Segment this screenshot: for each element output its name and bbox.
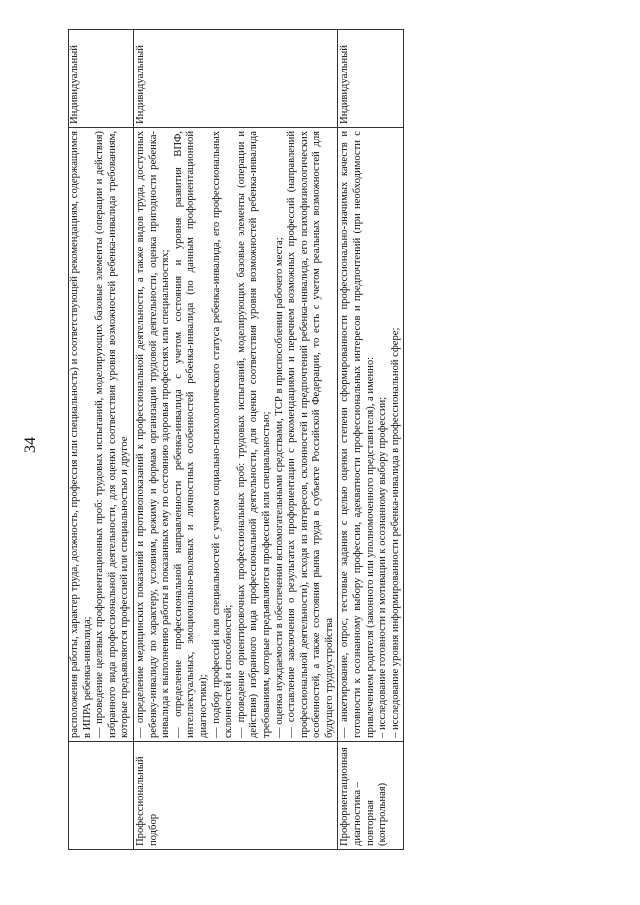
table-body [69, 30, 404, 850]
content-item: — проведение целевых профориентационных проб: трудовых испытаний, моделирующих базовые элементы (операции и действия) избранного вида профессиональной деятельности, для оценки соответствия уровня возможностей ребенка-инвалида требованиям, которые предъявляются профессией или специальностью и другое [94, 131, 131, 738]
content-item: — составление заключения о результатах профориентации с рекомендациями и перечнем возможных профессий (направлений профессиональной деятельности), исходя из интересов, склонностей и предпочтений ребенка-инвалида, его психофизиологических особенностей, а также состояния рынка труда в субъекте Российской Федерации, то есть с учетом реальных возможностей для будущего трудоустройства [286, 131, 335, 738]
content-item: расположения работы, характер труда, должность, профессия или специальность) и соответствующей рекомендациям, содержащимся в ИПРА ребенка-инвалида; [69, 131, 93, 738]
content-item: — подбор профессий или специальностей с учетом социально-психологического статуса ребенка-инвалида, его профессиональных склонностей и способностей; [210, 131, 235, 738]
stage-cell [69, 742, 134, 850]
table-row [69, 30, 134, 850]
stage-cell: Профориентационная диагностика – повторная (контрольная) [338, 742, 404, 850]
form-cell: Индивидуальный [69, 30, 134, 128]
content-item: – исследование готовности и мотивации к осознанному выбору профессии; [377, 396, 389, 738]
content-item: — проведение ориентировочных профессиональных проб: трудовых испытаний, моделирующих базовые элементы (операции и действия) избранного вида профессиональной деятельности, для оценки соответствия уровня возможностей ребенка-инвалида требованиям, которые предъявляются профессией или специальностью; [235, 131, 272, 738]
content-cell [69, 128, 134, 742]
stage-cell: Профессиональный подбор [133, 742, 338, 850]
table-row [133, 30, 338, 850]
content-cell [133, 128, 338, 742]
methods-table [68, 29, 404, 850]
table-row [338, 30, 404, 850]
content-item: – исследование уровня информированности ребенка-инвалида в профессиональной сфере; [389, 327, 401, 738]
content-item: — анкетирование, опрос, тестовые задания с целью оценки степени сформированности профессионально-значимых качеств и готовности к осознанному выбору профессии, адекватности профессиональных интересов и предпочтений (при необходимости с привлечением родителя (законного или уполномоченного представителя), а именно: [339, 131, 376, 738]
content-item: — определение медицинских показаний и противопоказаний к профессиональной деятельности, а также видов труда, доступных ребенку-инвалиду по характеру, условиям, режиму и формам организации трудовой деятельности, оценка пригодности ребенка-инвалида к выполнению работы в показанных ему по состоянию здоровья профессиях или специальностях; [134, 131, 172, 738]
form-cell: Индивидуальный [133, 30, 338, 128]
content-cell [338, 128, 404, 742]
content-item: — оценка нуждаемости в обеспечении вспомогательными средствами, ТСР в приспособлении рабочего места; [273, 237, 285, 738]
form-cell: Индивидуальный [338, 30, 404, 128]
page-number: 34 [22, 437, 39, 453]
content-item: — определение профессиональной направленности ребенка-инвалида с учетом состояния и уровня развития ВПФ, интеллектуальных, эмоционально-волевых и личностных особенностей ребенка-инвалида (по данным профориентационной диагностики); [172, 131, 209, 738]
